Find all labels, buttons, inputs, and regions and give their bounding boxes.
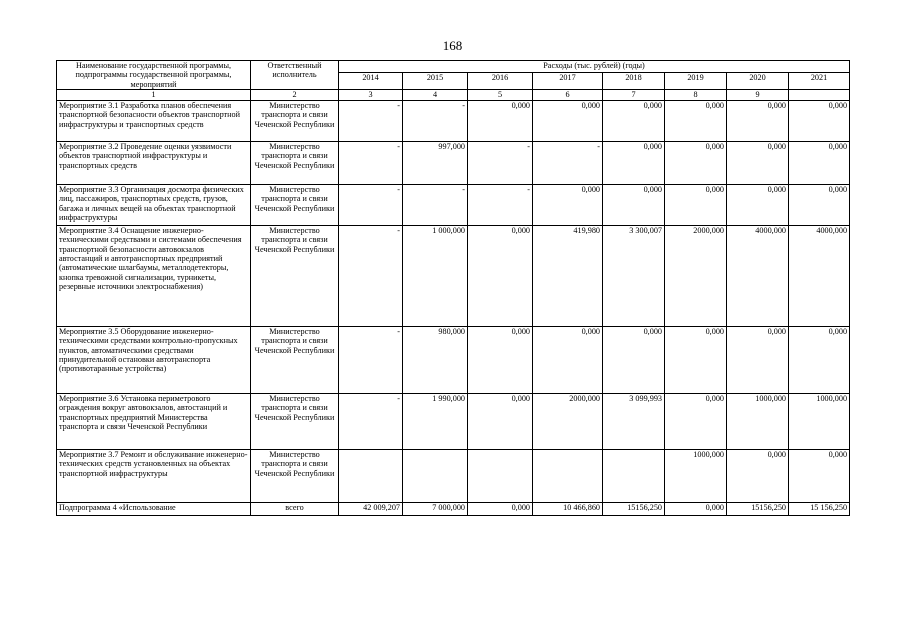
value-cell: 0,000 (727, 141, 789, 184)
column-header-year: 2021 (789, 73, 850, 90)
value-cell: 3 099,993 (603, 393, 665, 449)
value-cell: 1000,000 (789, 393, 850, 449)
executor-cell: Министерство транспорта и связи Чеченской Республики (251, 449, 339, 502)
value-cell: 0,000 (789, 449, 850, 502)
value-cell: 0,000 (603, 100, 665, 141)
value-cell: 0,000 (468, 326, 533, 393)
value-cell: 0,000 (603, 184, 665, 225)
executor-cell: всего (251, 502, 339, 515)
column-header-year: 2017 (533, 73, 603, 90)
value-cell: 1000,000 (665, 449, 727, 502)
value-cell: 0,000 (603, 326, 665, 393)
value-cell: 1000,000 (727, 393, 789, 449)
index-cell: 7 (603, 90, 665, 100)
column-header-executor: Ответственный исполнитель (251, 61, 339, 90)
value-cell: 0,000 (665, 502, 727, 515)
executor-cell: Министерство транспорта и связи Чеченской Республики (251, 184, 339, 225)
subprogram-name: Подпрограмма 4 «Использование (57, 502, 251, 515)
value-cell: - (533, 141, 603, 184)
page-number: 168 (442, 38, 463, 53)
executor-cell: Министерство транспорта и связи Чеченской Республики (251, 141, 339, 184)
value-cell: 0,000 (468, 225, 533, 326)
budget-table (56, 60, 850, 516)
value-cell: 15156,250 (603, 502, 665, 515)
value-cell: - (468, 184, 533, 225)
table-row (57, 184, 850, 225)
value-cell: 2000,000 (665, 225, 727, 326)
value-cell: 0,000 (727, 184, 789, 225)
value-cell: - (339, 100, 403, 141)
executor-cell: Министерство транспорта и связи Чеченской Республики (251, 326, 339, 393)
value-cell: 0,000 (533, 100, 603, 141)
index-cell: 4 (403, 90, 468, 100)
value-cell: 4000,000 (727, 225, 789, 326)
measure-name: Мероприятие 3.6 Установка периметрового ограждения вокруг автовокзалов, автостанций и транспортных предприятий Министерства транспорта и связи Чеченской Республики (57, 393, 251, 449)
value-cell: 0,000 (533, 326, 603, 393)
index-cell: 8 (665, 90, 727, 100)
value-cell: 0,000 (603, 141, 665, 184)
value-cell: - (339, 141, 403, 184)
index-cell: 5 (468, 90, 533, 100)
value-cell: 1 000,000 (403, 225, 468, 326)
measure-name: Мероприятие 3.2 Проведение оценки уязвимости объектов транспортной инфраструктуры и транспортных средств (57, 141, 251, 184)
table-row (57, 225, 850, 326)
value-cell: 3 300,007 (603, 225, 665, 326)
index-cell: 6 (533, 90, 603, 100)
column-header-year: 2018 (603, 73, 665, 90)
table-row (57, 449, 850, 502)
value-cell: 15 156,250 (789, 502, 850, 515)
value-cell: 0,000 (789, 100, 850, 141)
table-row (57, 393, 850, 449)
value-cell (533, 449, 603, 502)
value-cell: 0,000 (789, 184, 850, 225)
table-row (57, 502, 850, 515)
value-cell: 2000,000 (533, 393, 603, 449)
value-cell: - (403, 100, 468, 141)
value-cell: 0,000 (727, 100, 789, 141)
value-cell (468, 449, 533, 502)
executor-cell: Министерство транспорта и связи Чеченской Республики (251, 225, 339, 326)
measure-name: Мероприятие 3.5 Оборудование инженерно-техническими средствами контрольно-пропускных пунктов, автоматическими средствами принудительной остановки автотранспорта (противотаранные устройства) (57, 326, 251, 393)
value-cell: 0,000 (665, 393, 727, 449)
value-cell: - (339, 184, 403, 225)
column-header-year: 2014 (339, 73, 403, 90)
value-cell: - (403, 184, 468, 225)
value-cell: 0,000 (727, 449, 789, 502)
index-cell (789, 90, 850, 100)
value-cell: 0,000 (665, 184, 727, 225)
value-cell: 4000,000 (789, 225, 850, 326)
executor-cell: Министерство транспорта и связи Чеченской Республики (251, 393, 339, 449)
value-cell: 0,000 (533, 184, 603, 225)
value-cell: - (468, 141, 533, 184)
index-cell: 1 (57, 90, 251, 100)
value-cell: - (339, 393, 403, 449)
column-header-year: 2020 (727, 73, 789, 90)
value-cell: 419,980 (533, 225, 603, 326)
table-row (57, 326, 850, 393)
measure-name: Мероприятие 3.1 Разработка планов обеспечения транспортной безопасности объектов транспортной инфраструктуры и транспортных средств (57, 100, 251, 141)
value-cell: - (339, 225, 403, 326)
index-row (57, 90, 850, 100)
value-cell: 0,000 (727, 326, 789, 393)
measure-name: Мероприятие 3.4 Оснащение инженерно-техническими средствами и системами обеспечения транспортной безопасности автовокзалов автостанций и автотранспортных предприятий (автоматические шлагбаумы, металлодетекторы, кнопка тревожной сигнализации, турникеты, резервные источники электроснабжения) (57, 225, 251, 326)
value-cell: 0,000 (468, 502, 533, 515)
column-header-expenses: Расходы (тыс. рублей) (годы) (339, 61, 850, 73)
measure-name: Мероприятие 3.3 Организация досмотра физических лиц, пассажиров, транспортных средств, грузов, багажа и личных вещей на объектах транспортной инфраструктуры (57, 184, 251, 225)
value-cell (339, 449, 403, 502)
value-cell: 980,000 (403, 326, 468, 393)
value-cell: 0,000 (468, 393, 533, 449)
value-cell (403, 449, 468, 502)
value-cell: 0,000 (665, 100, 727, 141)
header-row (57, 61, 850, 73)
value-cell: 10 466,860 (533, 502, 603, 515)
column-header-year: 2015 (403, 73, 468, 90)
column-header-name: Наименование государственной программы, подпрограммы государственной программы, мероприятий (57, 61, 251, 90)
index-cell: 3 (339, 90, 403, 100)
value-cell: 0,000 (468, 100, 533, 141)
column-header-year: 2016 (468, 73, 533, 90)
value-cell: 0,000 (665, 141, 727, 184)
value-cell: 997,000 (403, 141, 468, 184)
value-cell (603, 449, 665, 502)
value-cell: - (339, 326, 403, 393)
executor-cell: Министерство транспорта и связи Чеченской Республики (251, 100, 339, 141)
table-row (57, 141, 850, 184)
value-cell: 0,000 (665, 326, 727, 393)
value-cell: 15156,250 (727, 502, 789, 515)
index-cell: 2 (251, 90, 339, 100)
value-cell: 0,000 (789, 326, 850, 393)
value-cell: 1 990,000 (403, 393, 468, 449)
value-cell: 7 000,000 (403, 502, 468, 515)
value-cell: 42 009,207 (339, 502, 403, 515)
value-cell: 0,000 (789, 141, 850, 184)
index-cell: 9 (727, 90, 789, 100)
table-row (57, 100, 850, 141)
column-header-year: 2019 (665, 73, 727, 90)
measure-name: Мероприятие 3.7 Ремонт и обслуживание инженерно-технических средств установленных на объектах транспортной инфраструктуры (57, 449, 251, 502)
